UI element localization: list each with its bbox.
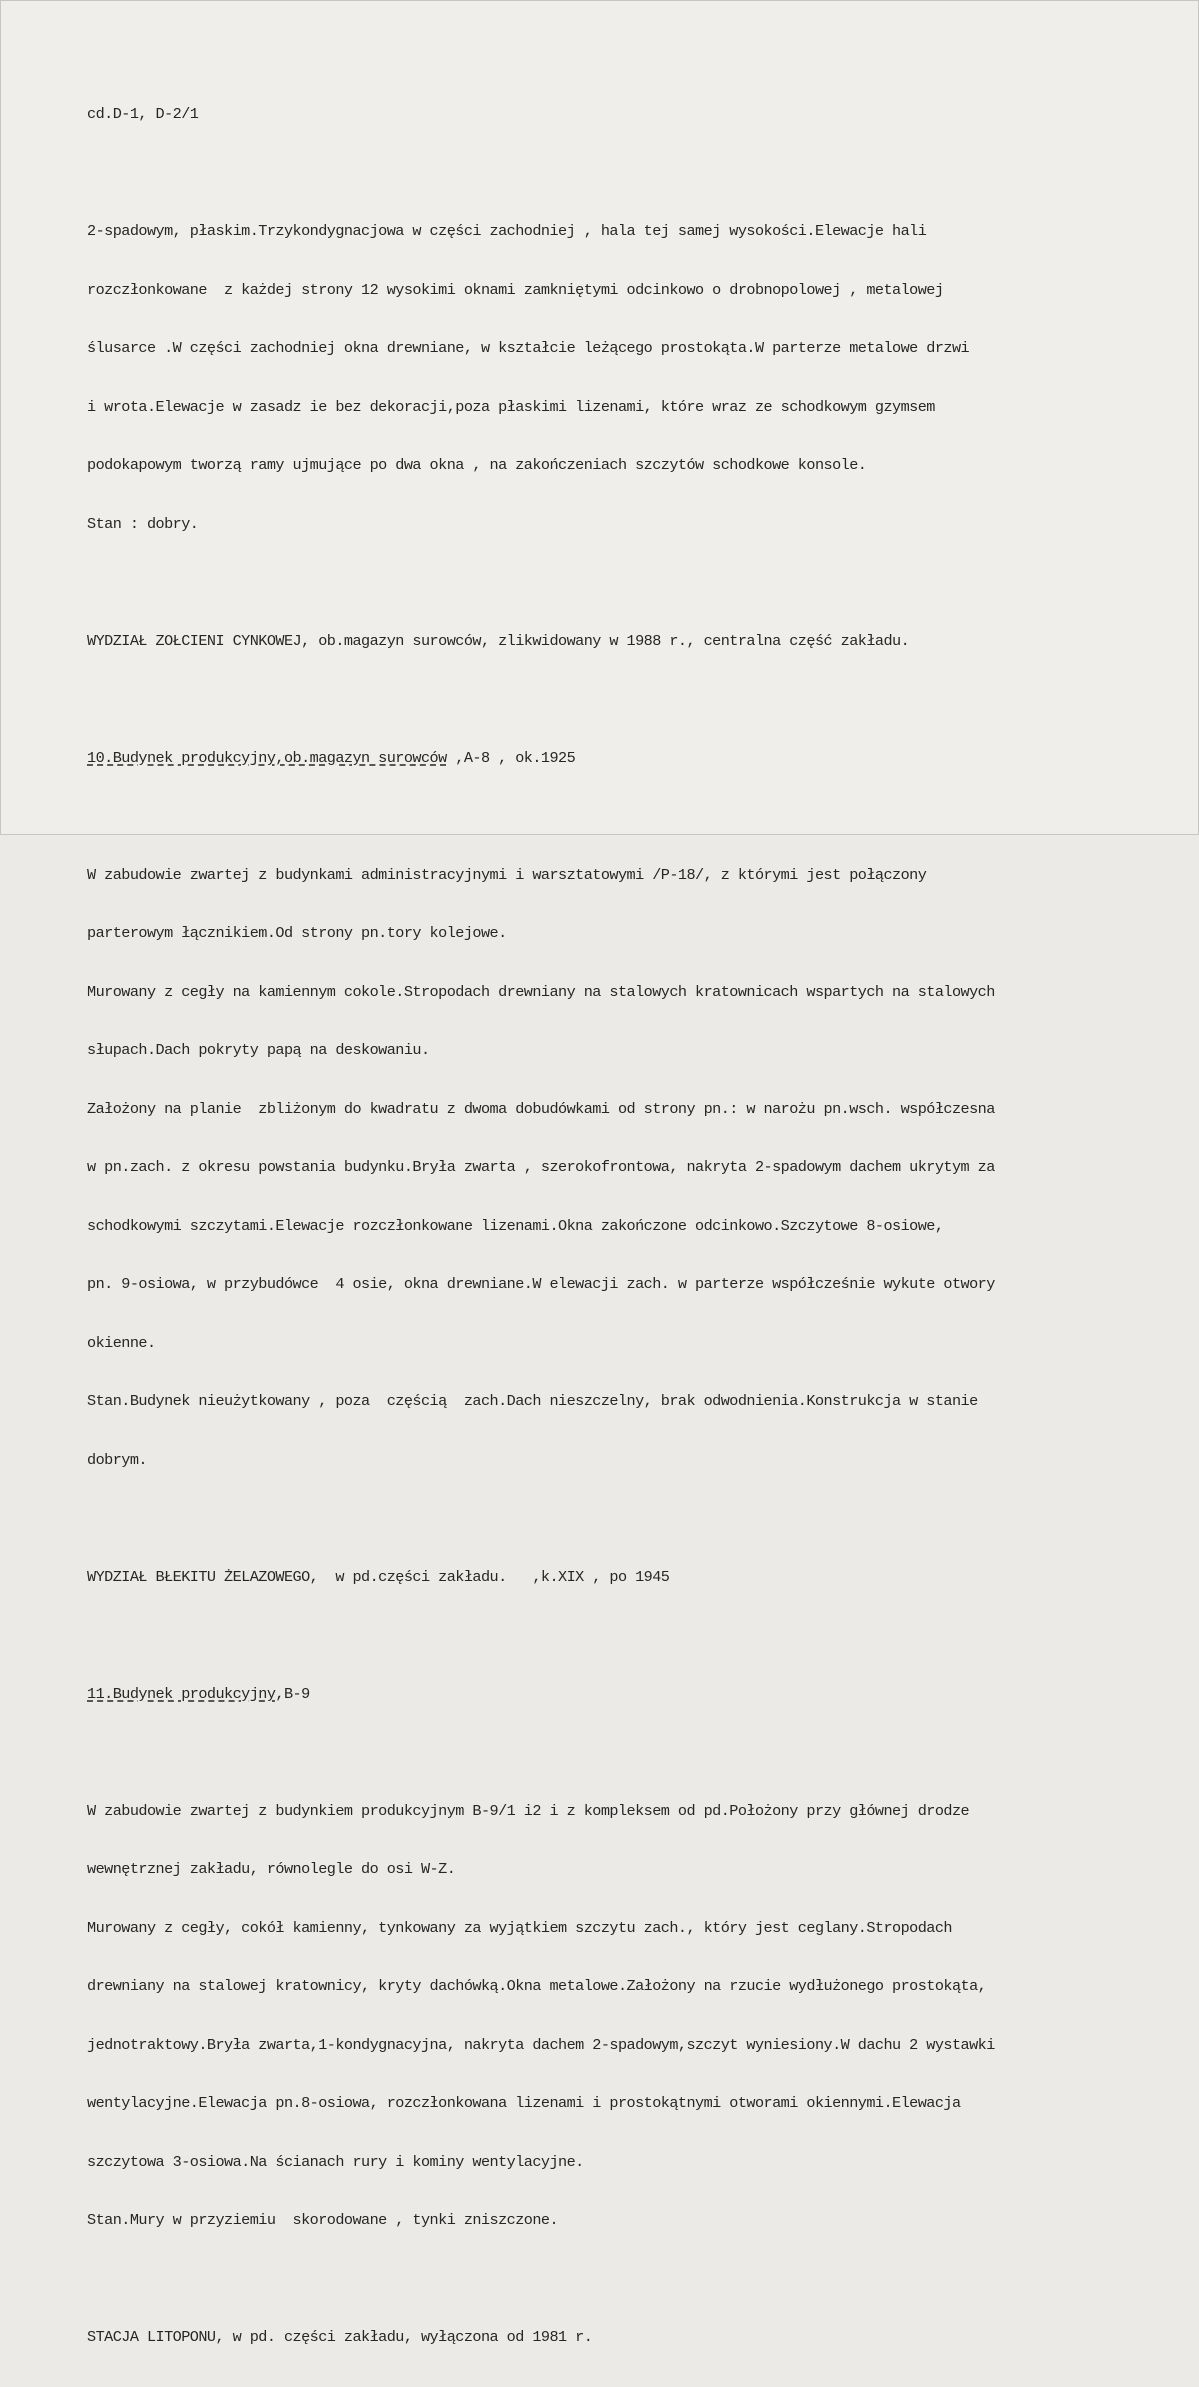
item-heading xyxy=(87,1685,1192,1705)
text-line: i wrota.Elewacje w zasadz ie bez dekoracji,poza płaskimi lizenami, które wraz ze schodkowym gzymsem xyxy=(87,397,935,416)
header-line: cd.D-1, D-2/1 xyxy=(87,105,199,123)
item-heading xyxy=(87,749,1192,769)
typed-text xyxy=(87,66,1192,2387)
text-line: Stan.Budynek nieużytkowany , poza częścią zach.Dach nieszczelny, brak odwodnienia.Konstrukcja w stanie xyxy=(87,1392,978,1410)
text-line: wewnętrznej zakładu, równolegle do osi W-Z. xyxy=(87,1860,456,1878)
text-line: okienne. xyxy=(87,1333,156,1352)
text-line: pn. 9-osiowa, w przybudówce 4 osie, okna drewniane.W elewacji zach. w parterze współcześnie wykute otwory xyxy=(87,1275,995,1293)
text-line: rozczłonkowane z każdej strony 12 wysokimi oknami zamkniętymi odcinkowo o drobnopolowej , metalowej xyxy=(87,280,944,299)
section-heading: WYDZIAŁ ZOŁCIENI CYNKOWEJ, ob.magazyn surowców, zlikwidowany w 1988 r., centralna część zakładu. xyxy=(87,631,910,650)
text-line: schodkowymi szczytami.Elewacje rozczłonkowane lizenami.Okna zakończone odcinkowo.Szczytowe 8-osiowe, xyxy=(87,1216,944,1235)
section-heading: STACJA LITOPONU, w pd. części zakładu, wyłączona od 1981 r. xyxy=(87,2328,593,2346)
text-line: W zabudowie zwartej z budynkami administracyjnymi i warsztatowymi /P-18/, z którymi jest połączony xyxy=(87,865,927,884)
item-meta: ,B-9 xyxy=(275,1684,310,1703)
text-line: Murowany z cegły, cokół kamienny, tynkowany za wyjątkiem szczytu zach., który jest ceglany.Stropodach xyxy=(87,1918,952,1937)
text-line: Stan.Mury w przyziemiu skorodowane , tynki zniszczone. xyxy=(87,2211,559,2229)
text-line: Stan : dobry. xyxy=(87,514,199,533)
text-line: podokapowym tworzą ramy ujmujące po dwa okna , na zakończeniach szczytów schodkowe konsole. xyxy=(87,456,867,474)
text-line: drewniany na stalowej kratownicy, kryty dachówką.Okna metalowe.Założony na rzucie wydłużonego prostokąta, xyxy=(87,1977,987,1995)
text-line: w pn.zach. z okresu powstania budynku.Bryła zwarta , szerokofrontowa, nakryta 2-spadowym dachem ukrytym za xyxy=(87,1158,995,1176)
text-line: słupach.Dach pokryty papą na deskowaniu. xyxy=(87,1041,430,1059)
text-line: parterowym łącznikiem.Od strony pn.tory kolejowe. xyxy=(87,924,507,942)
item-title: 11.Budynek produkcyjny xyxy=(87,1684,276,1703)
section-heading: WYDZIAŁ BŁEKITU ŻELAZOWEGO, w pd.części zakładu. ,k.XIX , po 1945 xyxy=(87,1567,670,1586)
item-meta: ,A-8 , ok.1925 xyxy=(446,748,576,767)
text-line: jednotraktowy.Bryła zwarta,1-kondygnacyjna, nakryta dachem 2-spadowym,szczyt wyniesiony.W dachu 2 wystawki xyxy=(87,2035,995,2054)
text-line: Murowany z cegły na kamiennym cokole.Stropodach drewniany na stalowych kratownicach wspartych na stalowych xyxy=(87,982,995,1001)
text-line: wentylacyjne.Elewacja pn.8-osiowa, rozczłonkowana lizenami i prostokątnymi otworami okiennymi.Elewacja xyxy=(87,2094,961,2112)
text-line: 2-spadowym, płaskim.Trzykondygnacjowa w części zachodniej , hala tej samej wysokości.Elewacje hali xyxy=(87,222,927,240)
text-line: W zabudowie zwartej z budynkiem produkcyjnym B-9/1 i2 i z kompleksem od pd.Położony przy głównej drodze xyxy=(87,1801,970,1820)
text-line: Założony na planie zbliżonym do kwadratu z dwoma dobudówkami od strony pn.: w narożu pn.wsch. współczesna xyxy=(87,1099,995,1118)
text-line: dobrym. xyxy=(87,1450,147,1469)
item-title: 10.Budynek produkcyjny,ob.magazyn surowców xyxy=(87,748,447,767)
text-line: szczytowa 3-osiowa.Na ścianach rury i kominy wentylacyjne. xyxy=(87,2152,584,2171)
text-line: ślusarce .W części zachodniej okna drewniane, w kształcie leżącego prostokąta.W parterze metalowe drzwi xyxy=(87,339,970,357)
